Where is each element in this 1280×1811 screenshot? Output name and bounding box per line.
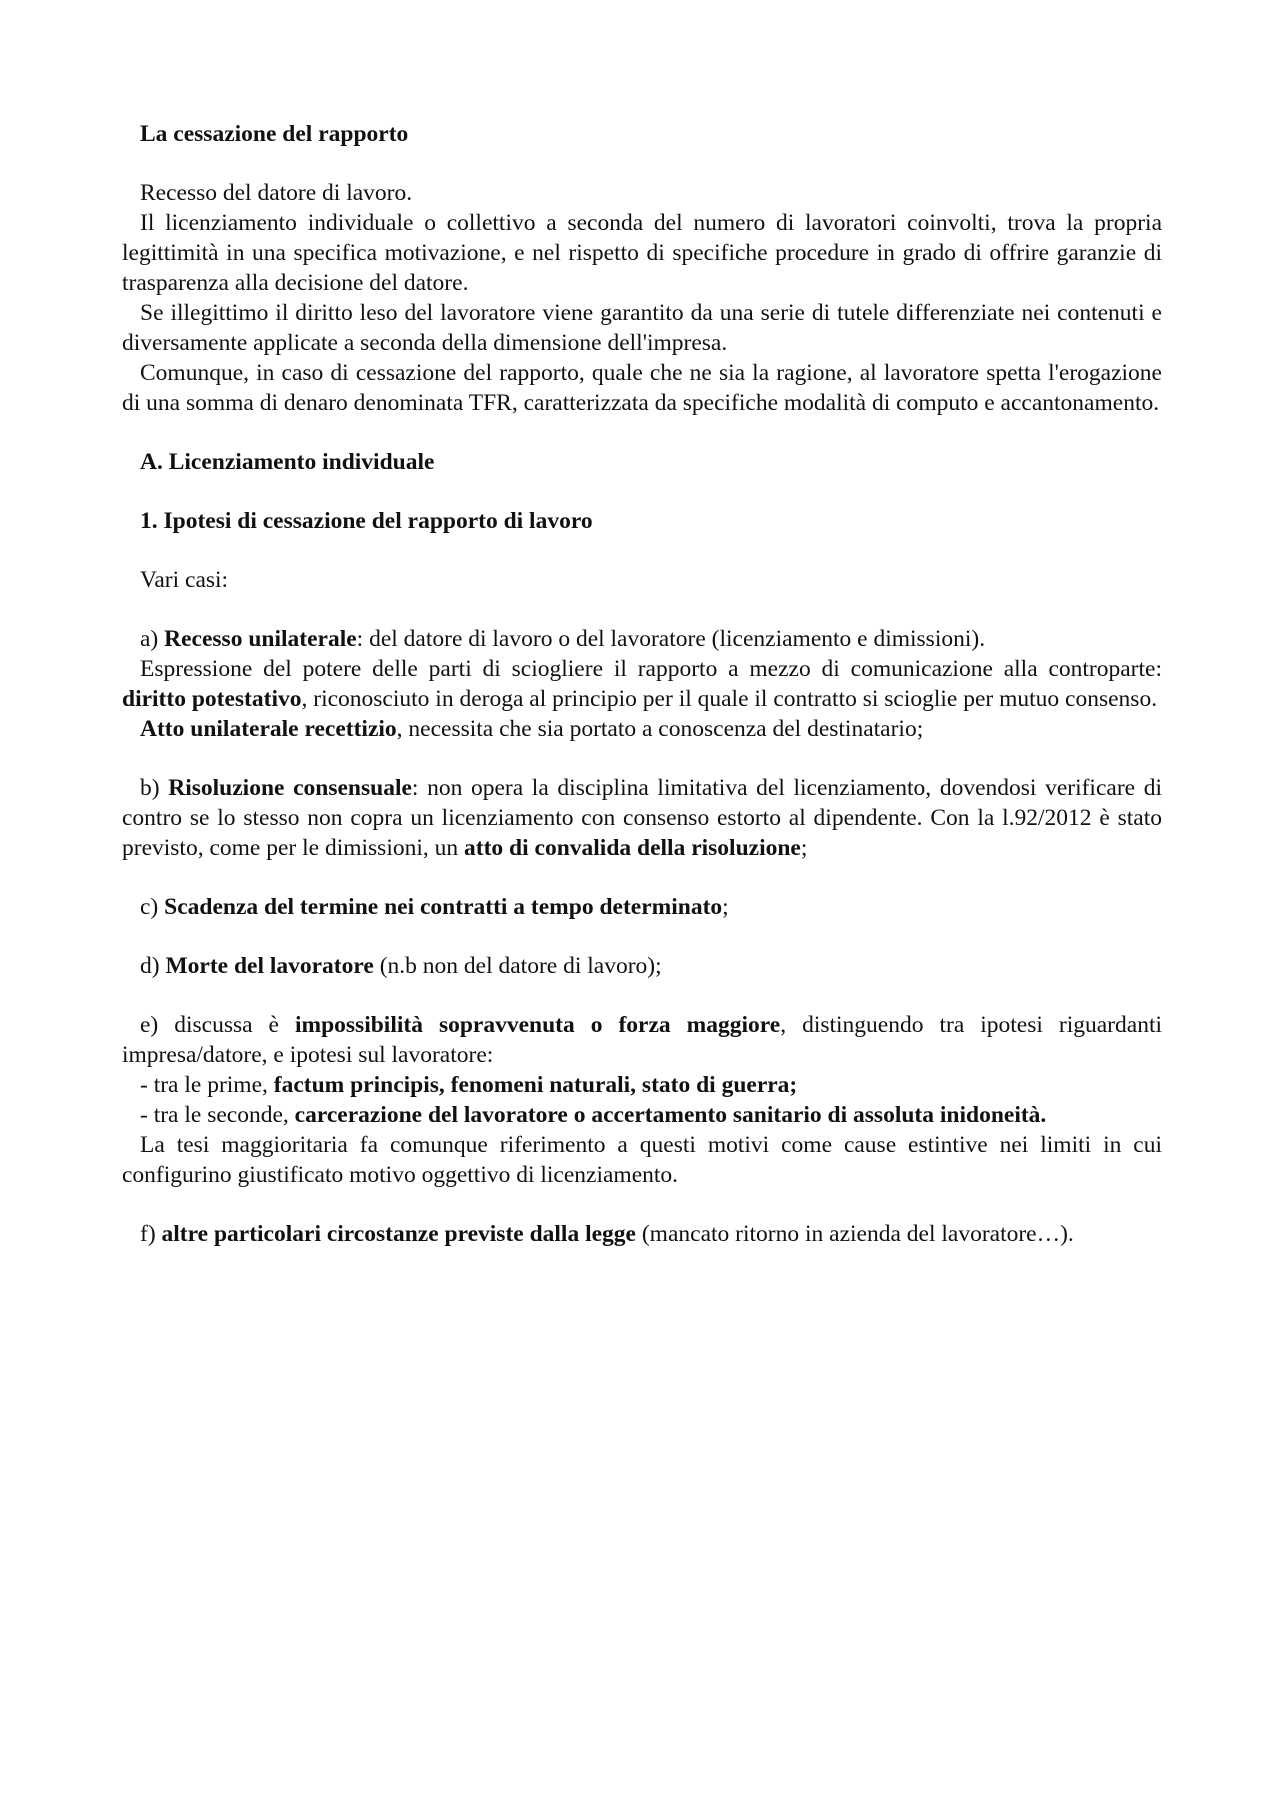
case-e-list-item-2 <box>122 1100 1162 1130</box>
case-d-term: Morte del lavoratore <box>165 953 374 979</box>
case-a-p2-start: Espressione del potere delle parti di sciogliere il rapporto a mezzo di comunicazione alla controparte: <box>140 656 1162 682</box>
case-e-conclusion: La tesi maggioritaria fa comunque riferimento a questi motivi come cause estintive nei limiti in cui configurino giustificato motivo oggettivo di licenziamento. <box>122 1132 1162 1188</box>
vari-casi-label: Vari casi: <box>140 567 229 593</box>
case-a-p3-term: Atto unilaterale recettizio <box>140 716 397 742</box>
document-title: La cessazione del rapporto <box>140 121 409 147</box>
case-c-end: ; <box>722 894 729 920</box>
case-b-term-2: atto di convalida della risoluzione <box>464 835 801 861</box>
case-b-text: : non opera la disciplina limitativa del licenziamento, dovendosi verificare di contro se lo stesso non copra un licenziamento con consenso estorto al dipendente. Con la l.92/2012 è stato previsto, come per le dimissioni, un <box>122 775 1162 861</box>
case-c-term: Scadenza del termine nei contratti a tempo determinato <box>164 894 723 920</box>
section-heading-1: 1. Ipotesi di cessazione del rapporto di lavoro <box>140 508 593 534</box>
case-f-paragraph <box>122 1219 1162 1249</box>
section-heading-a: A. Licenziamento individuale <box>140 449 435 475</box>
case-a-paragraph-2 <box>122 654 1162 714</box>
case-f-prefix: f) <box>140 1221 162 1247</box>
case-a-p3-end: , necessita che sia portato a conoscenza del destinatario; <box>396 716 924 742</box>
case-b-end: ; <box>800 835 808 861</box>
document-body <box>122 119 1162 1249</box>
case-e-l2-term: carcerazione del lavoratore o accertamento sanitario di assoluta inidoneità. <box>294 1102 1047 1128</box>
case-c-paragraph <box>122 892 1162 922</box>
case-b-term: Risoluzione consensuale <box>168 775 412 801</box>
intro-paragraph-3: Se illegittimo il diritto leso del lavoratore viene garantito da una serie di tutele differenziate nei contenuti e diversamente applicate a seconda della dimensione dell'impresa. <box>122 300 1162 356</box>
case-a-term: Recesso unilaterale <box>164 626 357 652</box>
case-e-l1-term: factum principis, fenomeni naturali, stato di guerra; <box>273 1072 798 1098</box>
case-e-l1-start: - tra le prime, <box>140 1072 274 1098</box>
case-b-paragraph <box>122 773 1162 863</box>
case-d-end: (n.b non del datore di lavoro); <box>373 953 662 979</box>
case-a-p2-end: , riconosciuto in deroga al principio per il quale il contratto si scioglie per mutuo consenso. <box>301 686 1158 712</box>
case-a-paragraph <box>122 624 1162 654</box>
intro-paragraph-1: Recesso del datore di lavoro. <box>140 180 413 206</box>
case-e-paragraph <box>122 1010 1162 1070</box>
case-e-l2-start: - tra le seconde, <box>140 1102 295 1128</box>
case-f-end: (mancato ritorno in azienda del lavoratore…). <box>635 1221 1074 1247</box>
intro-paragraph-2: Il licenziamento individuale o collettivo a seconda del numero di lavoratori coinvolti, trova la propria legittimità in una specifica motivazione, e nel rispetto di specifiche procedure in grado di offrire garanzie di trasparenza alla decisione del datore. <box>122 210 1162 296</box>
case-d-paragraph <box>122 951 1162 981</box>
intro-paragraph-4: Comunque, in caso di cessazione del rapporto, quale che ne sia la ragione, al lavoratore spetta l'erogazione di una somma di denaro denominata TFR, caratterizzata da specifiche modalità di computo e accantonamento. <box>122 360 1162 416</box>
case-c-prefix: c) <box>140 894 165 920</box>
case-a-p2-term: diritto potestativo <box>122 686 302 712</box>
case-a-prefix: a) <box>140 626 165 652</box>
case-a-text: : del datore di lavoro o del lavoratore (licenziamento e dimissioni). <box>356 626 986 652</box>
case-b-prefix: b) <box>140 775 169 801</box>
case-e-end: , distinguendo tra ipotesi riguardanti impresa/datore, e ipotesi sul lavoratore: <box>122 1012 1162 1068</box>
case-f-term: altre particolari circostanze previste dalla legge <box>161 1221 636 1247</box>
case-e-list-item-1 <box>122 1070 1162 1100</box>
case-a-paragraph-3 <box>122 714 1162 744</box>
case-d-prefix: d) <box>140 953 166 979</box>
case-e-term: impossibilità sopravvenuta o forza maggiore <box>294 1012 781 1038</box>
case-e-prefix: e) discussa è <box>140 1012 295 1038</box>
